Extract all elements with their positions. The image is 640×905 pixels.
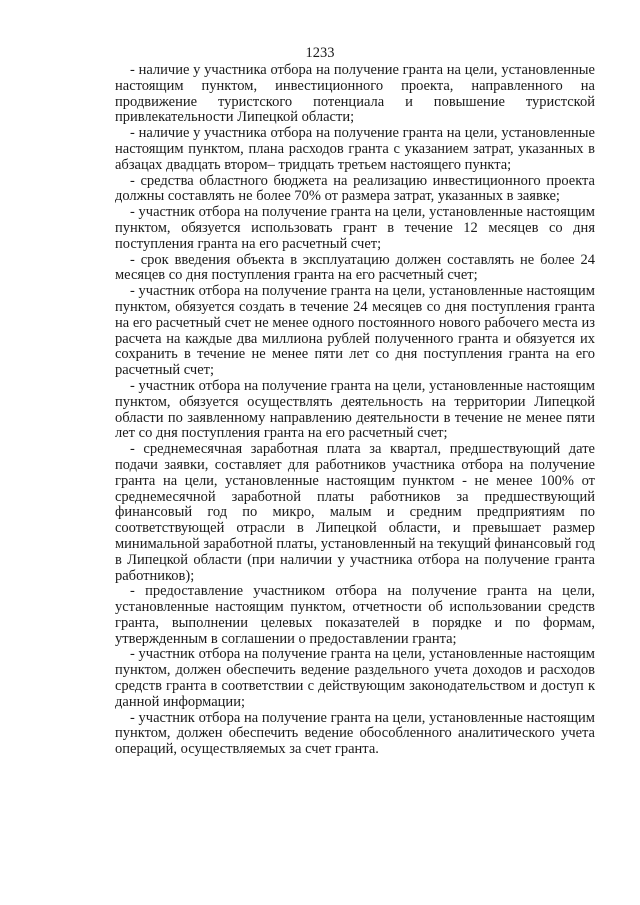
paragraph: - наличие у участника отбора на получение гранта на цели, установленные настоящим пунктом, инвестиционного проекта, направленного на продвижение туристского потенциала и повышение туристской привлекательности Липецкой области; [115,62,595,126]
paragraph: - участник отбора на получение гранта на цели, установленные настоящим пунктом, обязуется осуществлять деятельность на территории Липецкой области по заявленному направлению деятельности в течение не менее пяти лет со дня поступления гранта на его расчетный счет; [115,377,595,442]
paragraph: - участник отбора на получение гранта на цели, установленные настоящим пунктом, обязуется использовать грант в течение 12 месяцев со дня поступления гранта на его расчетный счет; [115,204,595,252]
paragraph: - предоставление участником отбора на получение гранта на цели, установленные настоящим пунктом, отчетности об использовании средств гранта, выполнении целевых показателей в порядке и по формам, утвержденным в соглашении о предоставлении гранта; [115,583,595,647]
paragraph: - срок введения объекта в эксплуатацию должен составлять не более 24 месяцев со дня поступления гранта на его расчетный счет; [115,251,595,284]
paragraph: - наличие у участника отбора на получение гранта на цели, установленные настоящим пунктом, плана расходов гранта с указанием затрат, указанных в абзацах двадцать втором– тридцать третьем настоящего пункта; [115,125,595,173]
document-body [115,63,595,758]
paragraph: - среднемесячная заработная плата за квартал, предшествующий дате подачи заявки, составляет для работников участника отбора на получение гранта на цели, установленные настоящим пунктом - не менее 100% от среднемесячной заработной платы работников за предшествующий финансовый год по микро, малым и средним предприятиям по соответствующей отрасли в Липецкой области, и превышает размер минимальной заработной платы, установленный на текущий финансовый год в Липецкой области (при наличии у участника отбора на получение гранта работников); [115,441,595,584]
paragraph: - средства областного бюджета на реализацию инвестиционного проекта должны составлять не более 70% от размера затрат, указанных в заявке; [115,172,595,205]
paragraph: - участник отбора на получение гранта на цели, установленные настоящим пунктом, должен обеспечить ведение обособленного аналитического учета операций, осуществляемых за счет гранта. [115,709,595,758]
paragraph: - участник отбора на получение гранта на цели, установленные настоящим пунктом, обязуется создать в течение 24 месяцев со дня поступления гранта на его расчетный счет не менее одного постоянного нового рабочего места из расчета на каждые два миллиона рублей полученного гранта и обязуется их сохранить в течение не менее пяти лет со дня поступления гранта на его расчетный счет; [115,283,595,379]
paragraph: - участник отбора на получение гранта на цели, установленные настоящим пунктом, должен обеспечить ведение раздельного учета доходов и расходов средств гранта в соответствии с действующим законодательством и доступ к данной информации; [115,646,595,710]
page-number: 1233 [305,45,335,61]
